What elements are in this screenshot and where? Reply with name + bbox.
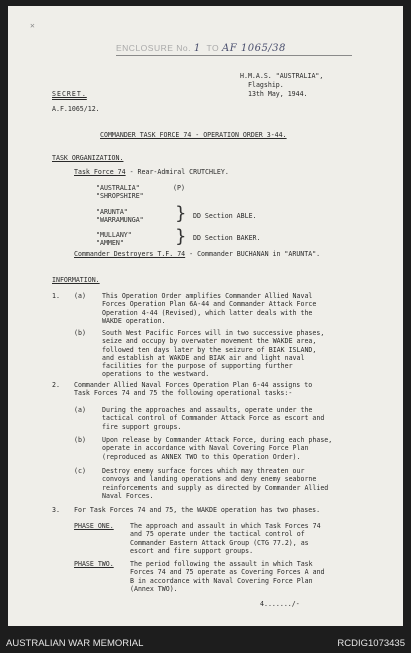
para-1b-text: South West Pacific Forces will in two successive phases, seize and occupy by overwater movement the WAKDE area, followed ten days later by the seizure of BIAK ISLAND, and establish at WAKDE and BIAK air and light naval facilities for the purpose of supporting further operations to the westward. [102, 329, 325, 379]
brace-icon: } [175, 203, 187, 224]
ship-name: H.M.A.S. "AUSTRALIA", [240, 72, 324, 80]
para-2a-label: (a) [74, 406, 86, 414]
enclosure-rule [116, 55, 352, 56]
para-2a-text: During the approaches and assaults, operate under the tactical control of Commander Attack Force as escort and fire support groups. [102, 406, 325, 431]
ship-p-marker: (P) [173, 184, 185, 192]
ship-australia: "AUSTRALIA" [96, 184, 140, 192]
ship-mullany: "MULLANY" [96, 231, 132, 239]
continued-marker: 4......./- [260, 600, 300, 608]
enclosure-stamp [116, 44, 286, 53]
para-3-number: 3. [52, 506, 60, 514]
phase-two-text: The period following the assault in which Task Forces 74 and 75 operate as Covering Forces A and B in accordance with Naval Covering Force Plan (Annex TWO). [130, 560, 325, 593]
task-force-commander: - Rear-Admiral CRUTCHLEY. [129, 168, 229, 176]
file-reference: A.F.1065/12. [52, 105, 100, 113]
enclosure-ref: AF 1065/38 [222, 43, 286, 54]
document-title: COMMANDER TASK FORCE 74 - OPERATION ORDER 3-44. [100, 131, 287, 139]
para-2b-label: (b) [74, 436, 86, 444]
para-3-text: For Task Forces 74 and 75, the WAKDE operation has two phases. [74, 506, 321, 514]
hole-punch-mark: ✕ [30, 21, 35, 30]
flagship-label: Flagship. [248, 81, 284, 89]
footer-source: AUSTRALIAN WAR MEMORIAL [6, 638, 144, 649]
section-able: DD Section ABLE. [193, 212, 257, 220]
ship-ammen: "AMMEN" [96, 239, 124, 247]
task-org-heading: TASK ORGANIZATION. [52, 154, 124, 162]
para-2c-label: (c) [74, 467, 86, 475]
brace-icon: } [175, 226, 187, 247]
para-2c-text: Destroy enemy surface forces which may threaten our convoys and landing operations and deny enemy seaborne reinforcements and supply as directed by Commander Allied Naval Forces. [102, 467, 329, 500]
para-2b-text: Upon release by Commander Attack Force, during each phase, operate in accordance with Naval Covering Force Plan (reproduced as ANNEX TWO to this Operation Order). [102, 436, 333, 461]
information-heading: INFORMATION. [52, 276, 100, 284]
phase-one-label: PHASE ONE. [74, 522, 114, 530]
ship-warramunga: "WARRAMUNGA" [96, 216, 144, 224]
document-page [8, 6, 403, 626]
para-2-number: 2. [52, 381, 60, 389]
para-1a-label: (a) [74, 292, 86, 300]
para-2-text: Commander Allied Naval Forces Operation Plan 6-44 assigns to Task Forces 74 and 75 the following operational tasks:- [74, 381, 313, 398]
enclosure-label: ENCLOSURE No. [116, 43, 191, 53]
phase-two-label: PHASE TWO. [74, 560, 114, 568]
section-baker: DD Section BAKER. [193, 234, 261, 242]
classification: SECRET. [52, 90, 87, 98]
document-date: 13th May, 1944. [248, 90, 308, 98]
para-1-number: 1. [52, 292, 60, 300]
destroyers-label: Commander Destroyers T.F. 74 [74, 250, 186, 258]
ship-shropshire: "SHROPSHIRE" [96, 192, 144, 200]
footer-id: RCDIG1073435 [337, 638, 405, 649]
destroyers-commander: - Commander BUCHANAN in "ARUNTA". [189, 250, 321, 258]
phase-one-text: The approach and assault in which Task Forces 74 and 75 operate under the tactical control of Commander Eastern Attack Group (CTG 77.2), as escort and fire support groups. [130, 522, 321, 555]
enclosure-to-label: TO [206, 43, 220, 53]
para-1a-text: This Operation Order amplifies Commander Allied Naval Forces Operation Plan 6A-44 and Commander Attack Force Operation 4-44 (Revised), which latter deals with the WAKDE operation. [102, 292, 317, 325]
para-1b-label: (b) [74, 329, 86, 337]
task-force-label: Task Force 74 [74, 168, 126, 176]
enclosure-number: 1 [193, 43, 201, 54]
archive-footer [0, 626, 411, 653]
ship-arunta: "ARUNTA" [96, 208, 128, 216]
